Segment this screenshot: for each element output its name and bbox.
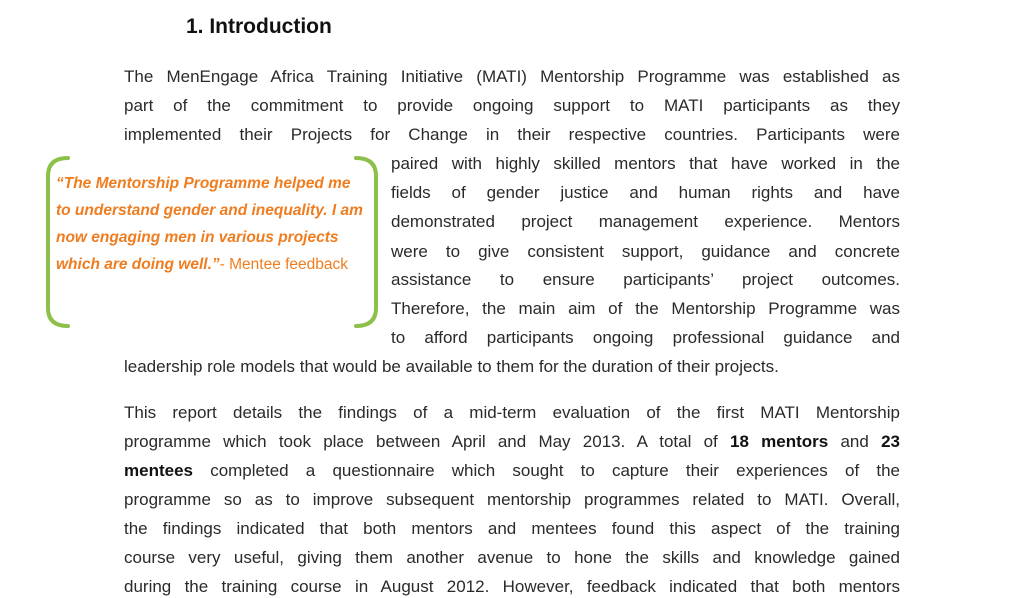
paragraph-line: Therefore, the main aim of the Mentorship Programme was <box>391 299 900 318</box>
section-heading: 1. Introduction <box>186 15 332 38</box>
paragraph-line: during the training course in August 2012. However, feedback indicated that both mentors <box>124 577 900 596</box>
pull-quote-attribution: - Mentee feedback <box>219 256 349 273</box>
pull-quote-text: “The Mentorship Programme helped me to understand gender and inequality. I am now engaging men in various projects which are doing well.” <box>56 175 363 273</box>
paragraph-line: The MenEngage Africa Training Initiative (MATI) Mentorship Programme was established as <box>124 67 900 86</box>
paragraph-line: mentees completed a questionnaire which sought to capture their experiences of the <box>124 461 900 480</box>
paragraph-line: were to give consistent support, guidance and concrete <box>391 242 900 261</box>
paragraph-line: part of the commitment to provide ongoing support to MATI participants as they <box>124 96 900 115</box>
paragraph-line: to afford participants ongoing professional guidance and <box>391 328 900 347</box>
paragraph-line: programme which took place between April and May 2013. A total of 18 mentors and 23 <box>124 432 900 451</box>
pull-quote <box>56 170 366 278</box>
paragraph-line: implemented their Projects for Change in their respective countries. Participants were <box>124 125 900 144</box>
paragraph-line: programme so as to improve subsequent mentorship programmes related to MATI. Overall, <box>124 490 900 509</box>
paragraph-line: fields of gender justice and human rights and have <box>391 183 900 202</box>
mentees-count: 23 <box>881 432 900 451</box>
paragraph-line: leadership role models that would be available to them for the duration of their projects. <box>124 357 779 376</box>
paragraph-line: assistance to ensure participants’ project outcomes. <box>391 270 900 289</box>
paragraph-line: paired with highly skilled mentors that have worked in the <box>391 154 900 173</box>
mentees-label: mentees <box>124 461 193 480</box>
mentors-count: 18 mentors <box>730 432 829 451</box>
paragraph-line: demonstrated project management experience. Mentors <box>391 212 900 231</box>
paragraph-line: course very useful, giving them another avenue to hone the skills and knowledge gained <box>124 548 900 567</box>
paragraph-line: the findings indicated that both mentors and mentees found this aspect of the training <box>124 519 900 538</box>
paragraph-line: This report details the findings of a mid-term evaluation of the first MATI Mentorship <box>124 403 900 422</box>
